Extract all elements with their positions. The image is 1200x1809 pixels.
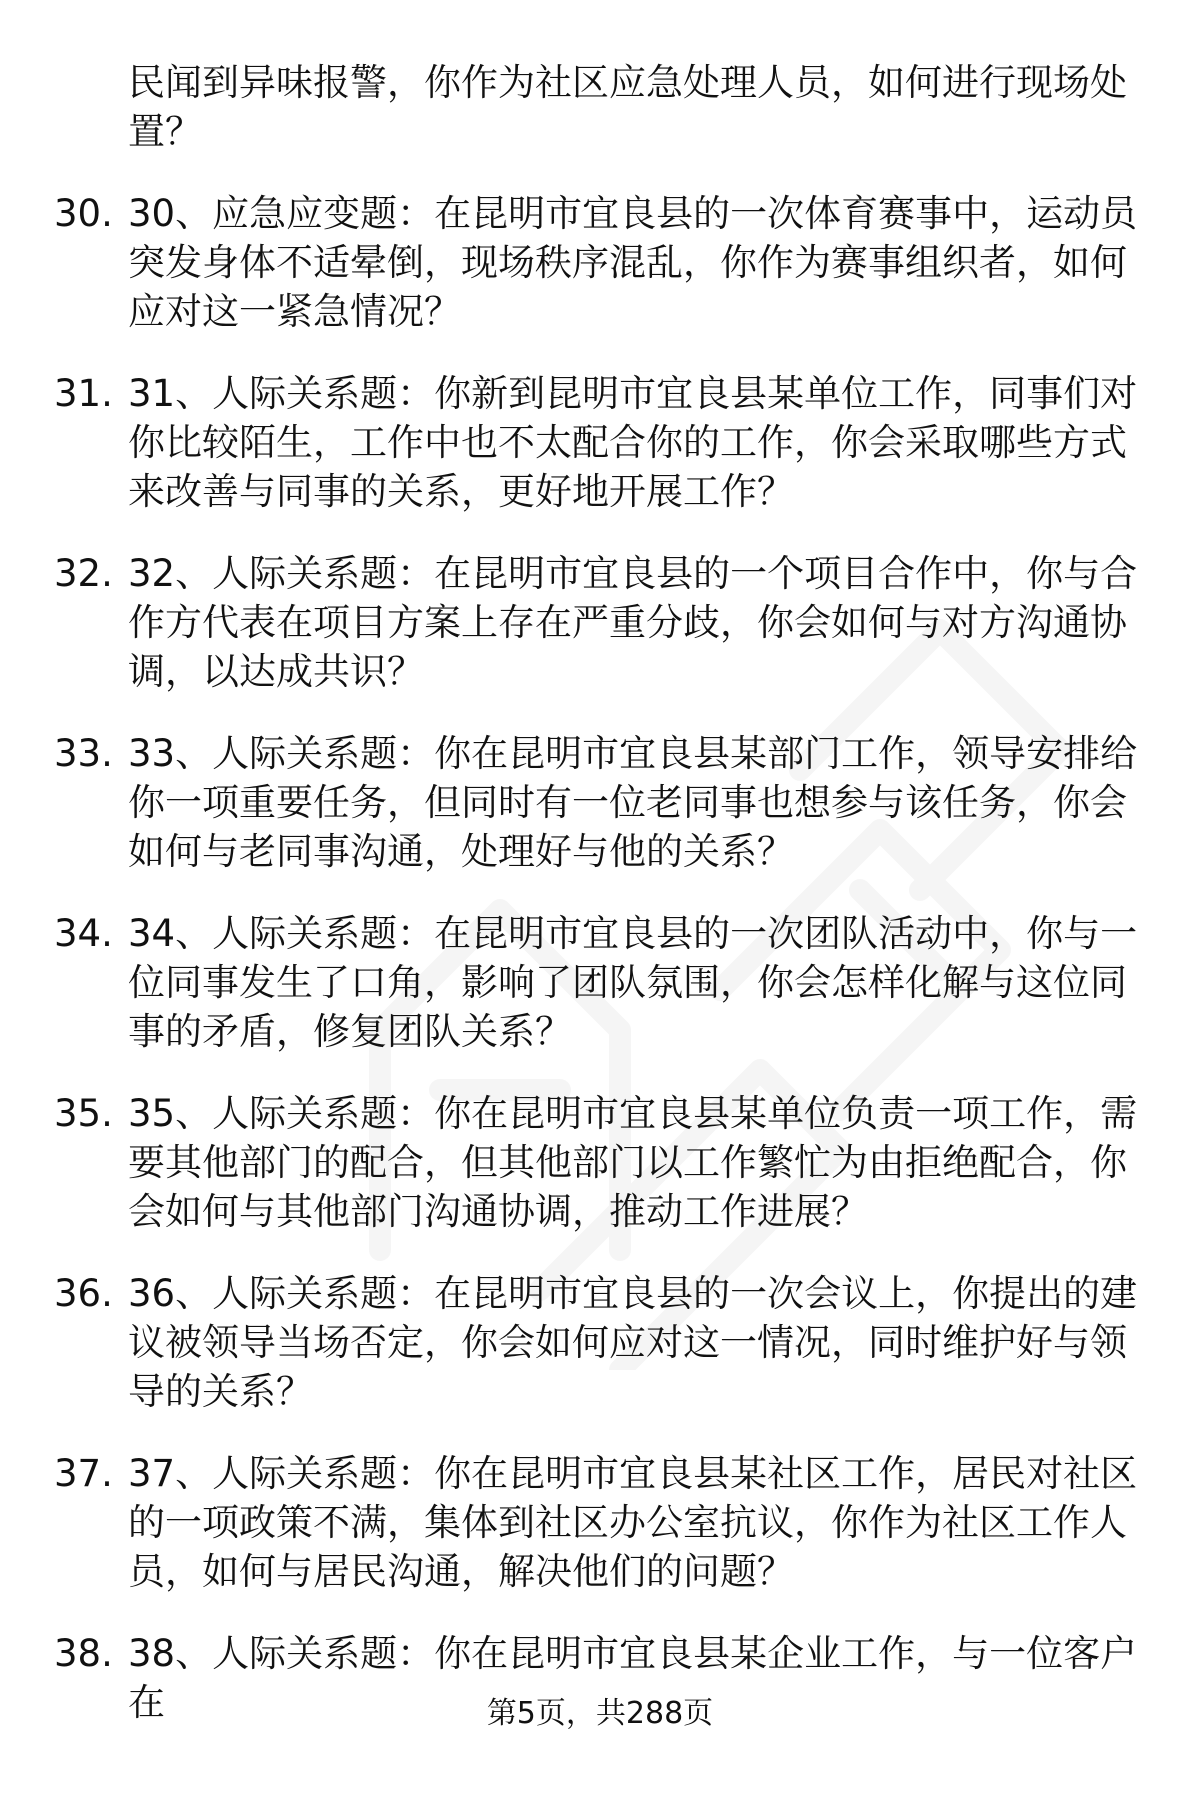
continuation-text: 民闻到异味报警，你作为社区应急处理人员，如何进行现场处置？: [128, 61, 1127, 153]
item-number: 31.: [54, 372, 113, 415]
item-number: 34.: [54, 912, 113, 955]
item-text: 37、人际关系题：你在昆明市宜良县某社区工作，居民对社区的一项政策不满，集体到社区办公室抗议，你作为社区工作人员，如何与居民沟通，解决他们的问题？: [128, 1452, 1138, 1593]
list-item: [0, 1449, 1200, 1629]
item-text: 30、应急应变题：在昆明市宜良县的一次体育赛事中，运动员突发身体不适晕倒，现场秩序混乱，你作为赛事组织者，如何应对这一紧急情况？: [128, 192, 1138, 333]
list-item: [0, 549, 1200, 729]
list-item: [0, 189, 1200, 369]
item-number: 35.: [54, 1092, 113, 1135]
item-text: 32、人际关系题：在昆明市宜良县的一个项目合作中，你与合作方代表在项目方案上存在严重分歧，你会如何与对方沟通协调，以达成共识？: [128, 552, 1138, 693]
item-text: 31、人际关系题：你新到昆明市宜良县某单位工作，同事们对你比较陌生，工作中也不太配合你的工作，你会采取哪些方式来改善与同事的关系，更好地开展工作？: [128, 372, 1138, 513]
question-list: [0, 189, 1200, 1809]
item-number: 32.: [54, 552, 113, 595]
list-item: [0, 369, 1200, 549]
item-number: 37.: [54, 1452, 113, 1495]
item-number: 33.: [54, 732, 113, 775]
list-item: [0, 1269, 1200, 1449]
item-text: 36、人际关系题：在昆明市宜良县的一次会议上，你提出的建议被领导当场否定，你会如何应对这一情况，同时维护好与领导的关系？: [128, 1272, 1138, 1413]
item-number: 36.: [54, 1272, 113, 1315]
list-item: [0, 909, 1200, 1089]
item-number: 30.: [54, 192, 113, 235]
list-item: [0, 729, 1200, 909]
page-footer: 第5页，共288页: [486, 1696, 714, 1731]
item-text: 34、人际关系题：在昆明市宜良县的一次团队活动中，你与一位同事发生了口角，影响了团队氛围，你会怎样化解与这位同事的矛盾，修复团队关系？: [128, 912, 1138, 1053]
item-text: 33、人际关系题：你在昆明市宜良县某部门工作，领导安排给你一项重要任务，但同时有一位老同事也想参与该任务，你会如何与老同事沟通，处理好与他的关系？: [128, 732, 1138, 873]
item-text: 35、人际关系题：你在昆明市宜良县某单位负责一项工作，需要其他部门的配合，但其他部门以工作繁忙为由拒绝配合，你会如何与其他部门沟通协调，推动工作进展？: [128, 1092, 1138, 1233]
item-text: 38、人际关系题：你在昆明市宜良县某企业工作，与一位客户在: [128, 1632, 1138, 1724]
list-item: [0, 1089, 1200, 1269]
item-number: 38.: [54, 1632, 113, 1675]
